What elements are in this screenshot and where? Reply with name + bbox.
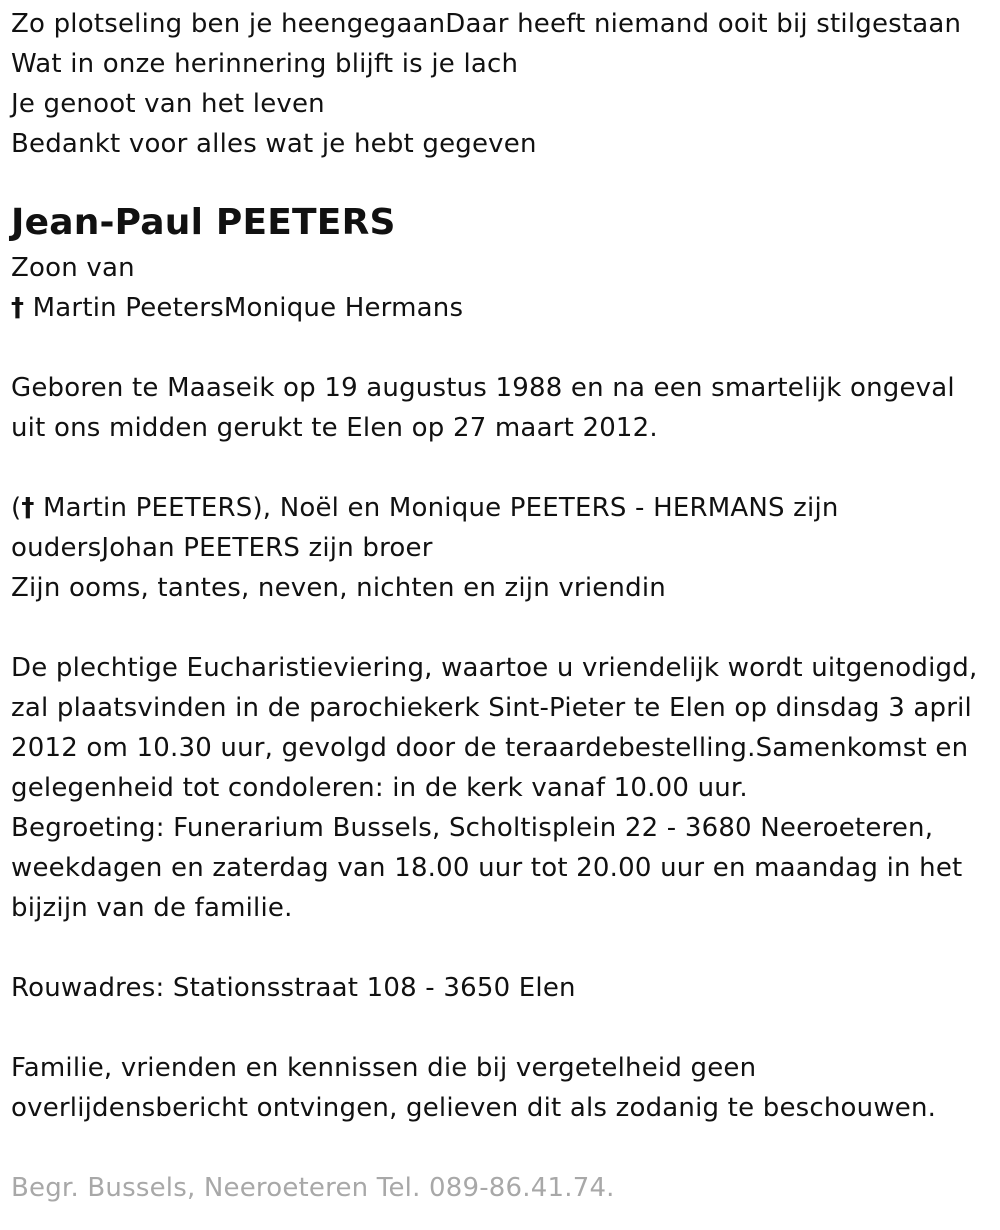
paragraph-line (11, 488, 989, 528)
cross-icon: † (11, 293, 25, 323)
open-paren: ( (11, 493, 22, 523)
paragraph-line: zal plaatsvinden in de parochiekerk Sint-Pieter te Elen op dinsdag 3 april (11, 693, 972, 723)
poem-line: Zo plotseling ben je heengegaanDaar heeft niemand ooit bij stilgestaan (11, 9, 962, 39)
paragraph-line: uit ons midden gerukt te Elen op 27 maart 2012. (11, 413, 658, 443)
paragraph-line: overlijdensbericht ontvingen, gelieven dit als zodanig te beschouwen. (11, 1093, 937, 1123)
funeral-home-footer: Begr. Bussels, Neeroeteren Tel. 089-86.41.74. (11, 1173, 615, 1203)
family-paragraph (11, 488, 989, 608)
mourning-address: Rouwadres: Stationsstraat 108 - 3650 Elen (11, 973, 576, 1003)
parents-names: Martin PeetersMonique Hermans (24, 293, 464, 323)
parents-line (11, 288, 989, 328)
poem-line: Wat in onze herinnering blijft is je lach (11, 49, 519, 79)
notice-paragraph (11, 1048, 989, 1128)
paragraph-line: Zijn ooms, tantes, neven, nichten en zijn vriendin (11, 573, 666, 603)
spacer (11, 608, 989, 648)
deceased-name: Jean-Paul PEETERS (11, 202, 396, 243)
family-line-text: Martin PEETERS), Noël en Monique PEETERS - HERMANS zijn (34, 493, 839, 523)
spacer (11, 1008, 989, 1048)
ceremony-paragraph (11, 648, 989, 928)
cross-icon: † (21, 493, 35, 523)
relation-label: Zoon van (11, 253, 135, 283)
poem-line: Je genoot van het leven (11, 89, 325, 119)
paragraph-line: Familie, vrienden en kennissen die bij vergetelheid geen (11, 1053, 757, 1083)
spacer (11, 328, 989, 368)
paragraph-line: 2012 om 10.30 uur, gevolgd door de teraardebestelling.Samenkomst en (11, 733, 969, 763)
paragraph-line: Begroeting: Funerarium Bussels, Scholtisplein 22 - 3680 Neeroeteren, (11, 813, 934, 843)
poem (11, 4, 989, 164)
paragraph-line: weekdagen en zaterdag van 18.00 uur tot 20.00 uur en maandag in het (11, 853, 963, 883)
paragraph-line: De plechtige Eucharistieviering, waartoe u vriendelijk wordt uitgenodigd, (11, 653, 978, 683)
paragraph-line: Geboren te Maaseik op 19 augustus 1988 en na een smartelijk ongeval (11, 373, 955, 403)
birth-death-paragraph (11, 368, 989, 448)
paragraph-line: oudersJohan PEETERS zijn broer (11, 533, 433, 563)
poem-line: Bedankt voor alles wat je hebt gegeven (11, 129, 537, 159)
paragraph-line: gelegenheid tot condoleren: in de kerk vanaf 10.00 uur. (11, 773, 748, 803)
paragraph-line: bijzijn van de familie. (11, 893, 293, 923)
spacer (11, 1128, 989, 1168)
spacer (11, 448, 989, 488)
spacer (11, 928, 989, 968)
